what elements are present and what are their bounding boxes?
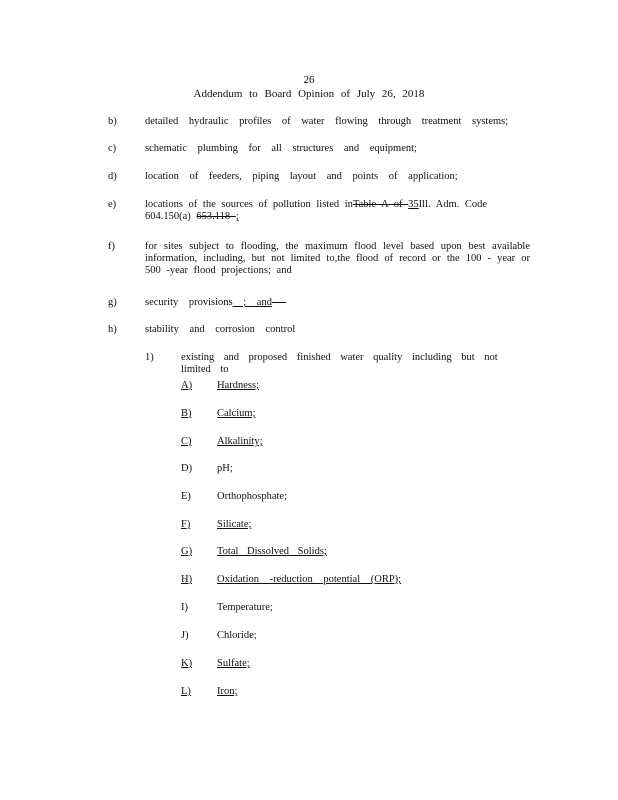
parameter-letter: D) [181,463,193,474]
item-text: detailed hydraulic profiles of water flowing through treatment systems; [145,116,509,127]
item-letter: c) [108,143,117,154]
item-letter: e) [108,199,117,210]
item-text: stability and corrosion control [145,324,296,335]
parameter-letter: J) [181,630,189,641]
parameter-letter: L) [181,686,191,697]
parameter-text: Hardness; [217,380,259,391]
item-letter: g) [108,297,117,308]
deleted-text: - [271,297,287,308]
parameter-text: Silicate; [217,519,252,530]
item-letter: b) [108,116,117,127]
item-text [145,199,500,223]
item-letter: f) [108,241,115,252]
parameter-text: Temperature; [217,602,273,613]
parameter-letter: I) [181,602,188,613]
parameter-letter: F) [181,519,191,530]
parameter-letter: A) [181,380,193,391]
item-text: for sites subject to flooding, the maximum flood level based upon best available information, including, but not limited to,the flood of record or the 100 - year or 500 -year flood projections; and [145,241,530,276]
page-number: 26 [303,74,315,86]
inserted-text: ; and [232,297,272,308]
item-letter: d) [108,171,117,182]
item-text-before: locations of the sources of pollution listed in [145,199,353,210]
parameter-text: Total Dissolved Solids; [217,546,327,557]
subitem-text: existing and proposed finished water quality including but not limited to [181,352,498,375]
parameter-text: Oxidation -reduction potential (ORP); [217,574,402,585]
running-header: Addendum to Board Opinion of July 26, 2018 [193,88,425,100]
item-text [145,297,530,309]
parameter-text: Calcium; [217,408,256,419]
deleted-text: 653.118 [196,211,236,222]
parameter-letter: K) [181,658,193,669]
parameter-text: Sulfate; [217,658,250,669]
parameter-letter: B) [181,408,192,419]
parameter-text: Chloride; [217,630,257,641]
item-text: location of feeders, piping layout and points of application; [145,171,458,182]
item-letter: h) [108,324,117,335]
parameter-text: Alkalinity; [217,436,263,447]
subitem-number: 1) [145,352,154,363]
inserted-text: ; [235,211,239,222]
parameter-text: Iron; [217,686,238,697]
item-text-mid: Ill. Adm. Code 604.150(a) [145,199,488,222]
parameter-text: Orthophosphate; [217,491,287,502]
item-text-main: security provisions [145,297,233,308]
inserted-text: 35 [408,199,419,210]
deleted-text: Table A of [352,199,409,210]
parameter-letter: G) [181,546,193,557]
parameter-text: pH; [217,463,233,474]
item-text: schematic plumbing for all structures and equipment; [145,143,417,154]
parameter-letter: C) [181,436,192,447]
parameter-letter: H) [181,574,193,585]
parameter-letter: E) [181,491,191,502]
